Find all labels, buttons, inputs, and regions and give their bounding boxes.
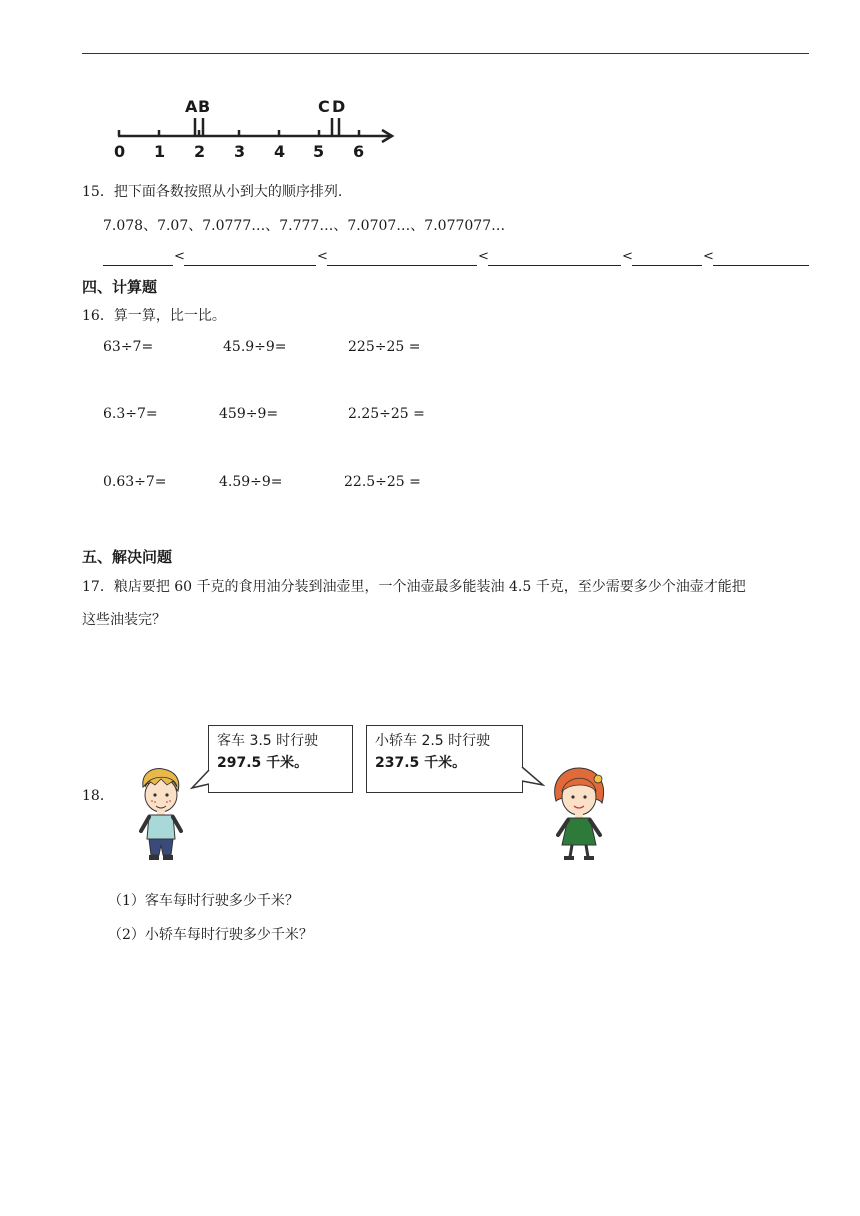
q16-expr-r1c2: 45.9÷9= bbox=[223, 339, 287, 355]
point-label-d: D bbox=[332, 97, 346, 116]
tick-label-1: 1 bbox=[154, 142, 166, 161]
bubble-bus-line1: 客车 3.5 时行驶 bbox=[217, 733, 319, 749]
point-label-c: C bbox=[318, 97, 330, 116]
tick-label-3: 3 bbox=[234, 142, 246, 161]
q16-expr-r2c2: 459÷9= bbox=[219, 406, 279, 422]
q15-blank-3[interactable] bbox=[327, 265, 477, 266]
q15-blank-2[interactable] bbox=[184, 265, 316, 266]
q15-lt-5: < bbox=[703, 249, 714, 264]
q15-numbers: 7.078、7.07、7.0777…、7.777…、7.0707…、7.077077… bbox=[103, 218, 506, 234]
q15-lt-4: < bbox=[622, 249, 633, 264]
section5-title: 五、解决问题 bbox=[82, 548, 173, 566]
section4-title: 四、计算题 bbox=[82, 278, 158, 296]
point-markers bbox=[195, 118, 339, 136]
boy-illustration-icon bbox=[135, 765, 187, 863]
q16-expr-r2c1: 6.3÷7= bbox=[103, 406, 158, 422]
q15-blank-4[interactable] bbox=[488, 265, 621, 266]
bubble-car-line2: 237.5 千米。 bbox=[375, 755, 467, 771]
q18-sub1: （1）客车每时行驶多少千米？ bbox=[108, 893, 299, 909]
q15-blank-6[interactable] bbox=[713, 265, 809, 266]
q15-lt-2: < bbox=[317, 249, 328, 264]
q15-prompt: 15．把下面各数按照从小到大的顺序排列. bbox=[82, 184, 343, 200]
q17-line2: 这些油装完？ bbox=[82, 612, 166, 628]
bubble-car-line1: 小轿车 2.5 时行驶 bbox=[375, 733, 491, 749]
q18-sub2: （2）小轿车每时行驶多少千米？ bbox=[108, 927, 313, 943]
q16-prompt: 16．算一算，比一比。 bbox=[82, 308, 226, 324]
tick-label-4: 4 bbox=[274, 142, 286, 161]
bubble-bus-line2: 297.5 千米。 bbox=[217, 755, 309, 771]
point-label-b: B bbox=[198, 97, 211, 116]
tick-label-5: 5 bbox=[313, 142, 325, 161]
q15-lt-3: < bbox=[478, 249, 489, 264]
q18-number: 18． bbox=[82, 788, 114, 804]
speech-bubble-bus bbox=[208, 725, 353, 793]
q16-expr-r1c3: 225÷25 = bbox=[348, 339, 421, 355]
tick-label-6: 6 bbox=[353, 142, 365, 161]
q16-expr-r1c1: 63÷7= bbox=[103, 339, 154, 355]
q17-line1: 17．粮店要把 60 千克的食用油分装到油壶里，一个油壶最多能装油 4.5 千克，至少需要多少个油壶才能把 bbox=[82, 579, 746, 595]
q16-expr-r3c3: 22.5÷25 = bbox=[344, 474, 421, 490]
tick-label-2: 2 bbox=[194, 142, 206, 161]
q15-blank-1[interactable] bbox=[103, 265, 173, 266]
point-label-a: A bbox=[185, 97, 198, 116]
tick-label-0: 0 bbox=[114, 142, 126, 161]
bubble-car-tail bbox=[521, 765, 545, 789]
q15-blank-5[interactable] bbox=[632, 265, 702, 266]
q16-expr-r3c1: 0.63÷7= bbox=[103, 474, 167, 490]
header-rule bbox=[82, 53, 809, 54]
girl-illustration-icon bbox=[548, 765, 612, 863]
q16-expr-r3c2: 4.59÷9= bbox=[219, 474, 283, 490]
bubble-bus-tail bbox=[190, 770, 212, 790]
speech-bubble-car bbox=[366, 725, 523, 793]
q16-expr-r2c3: 2.25÷25 = bbox=[348, 406, 425, 422]
q15-lt-1: < bbox=[174, 249, 185, 264]
